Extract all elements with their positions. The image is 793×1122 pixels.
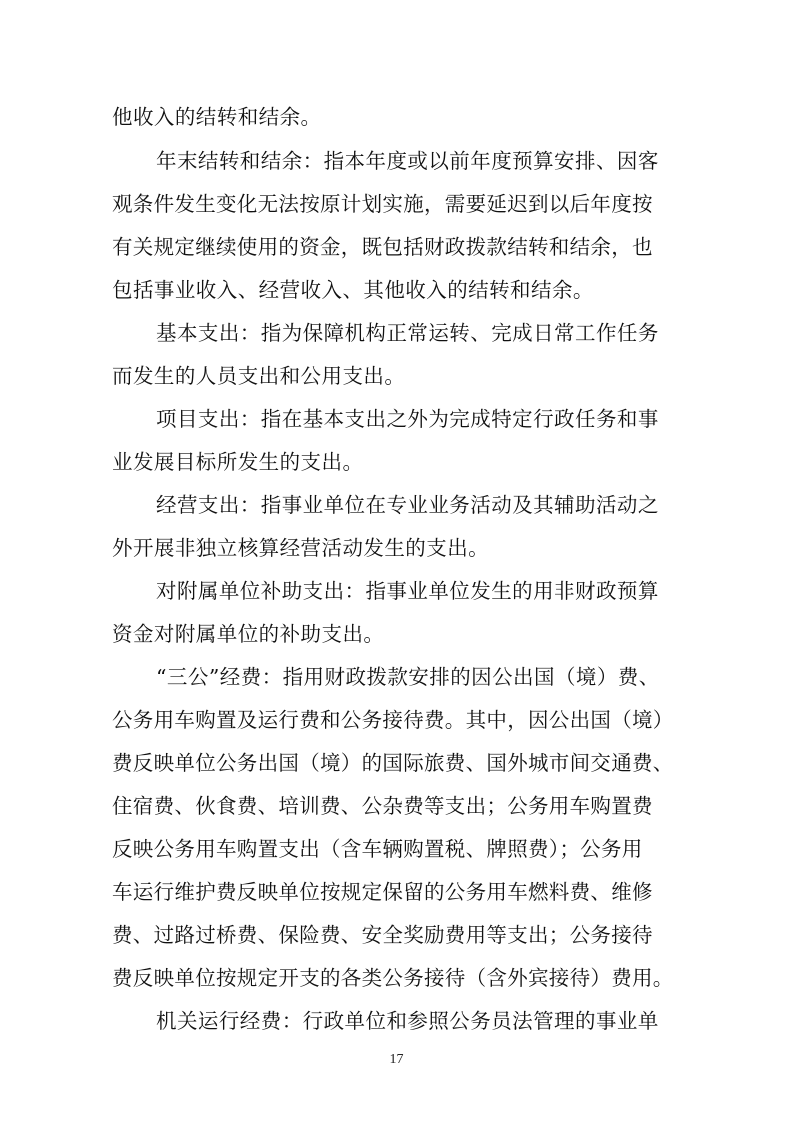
text-line: 有关规定继续使用的资金，既包括财政拨款结转和结余，也 [112, 235, 653, 259]
text-line: 反映公务用车购置支出（含车辆购置税、牌照费）；公务用 [112, 837, 643, 861]
text-line: 费反映单位公务出国（境）的国际旅费、国外城市间交通费、 [112, 751, 674, 775]
text-line: 住宿费、伙食费、培训费、公杂费等支出；公务用车购置费 [112, 794, 653, 818]
text-line: 车运行维护费反映单位按规定保留的公务用车燃料费、维修 [112, 880, 653, 904]
text-line: 观条件发生变化无法按原计划实施，需要延迟到以后年度按 [112, 192, 653, 216]
text-line: “三公”经费：指用财政拨款安排的因公出国（境）费、 [156, 665, 660, 689]
text-line: 资金对附属单位的补助支出。 [112, 622, 385, 646]
text-line: 外开展非独立核算经营活动发生的支出。 [112, 536, 490, 560]
text-line: 而发生的人员支出和公用支出。 [112, 364, 406, 388]
text-line: 包括事业收入、经营收入、其他收入的结转和结余。 [112, 278, 594, 302]
text-line: 经营支出：指事业单位在专业业务活动及其辅助活动之 [156, 493, 659, 517]
text-line: 年末结转和结余：指本年度或以前年度预算安排、因客 [156, 149, 659, 173]
text-line: 费、过路过桥费、保险费、安全奖励费用等支出；公务接待 [112, 923, 653, 947]
page-number: 17 [389, 1052, 404, 1067]
text-line: 对附属单位补助支出：指事业单位发生的用非财政预算 [156, 579, 659, 603]
text-line: 基本支出：指为保障机构正常运转、完成日常工作任务 [156, 321, 659, 345]
text-line: 他收入的结转和结余。 [112, 105, 322, 129]
text-line: 机关运行经费：行政单位和参照公务员法管理的事业单 [156, 1009, 659, 1033]
text-line: 业发展目标所发生的支出。 [112, 450, 364, 474]
text-line: 公务用车购置及运行费和公务接待费。其中，因公出国（境） [112, 708, 674, 732]
text-line: 费反映单位按规定开支的各类公务接待（含外宾接待）费用。 [112, 966, 674, 990]
text-line: 项目支出：指在基本支出之外为完成特定行政任务和事 [156, 407, 659, 431]
